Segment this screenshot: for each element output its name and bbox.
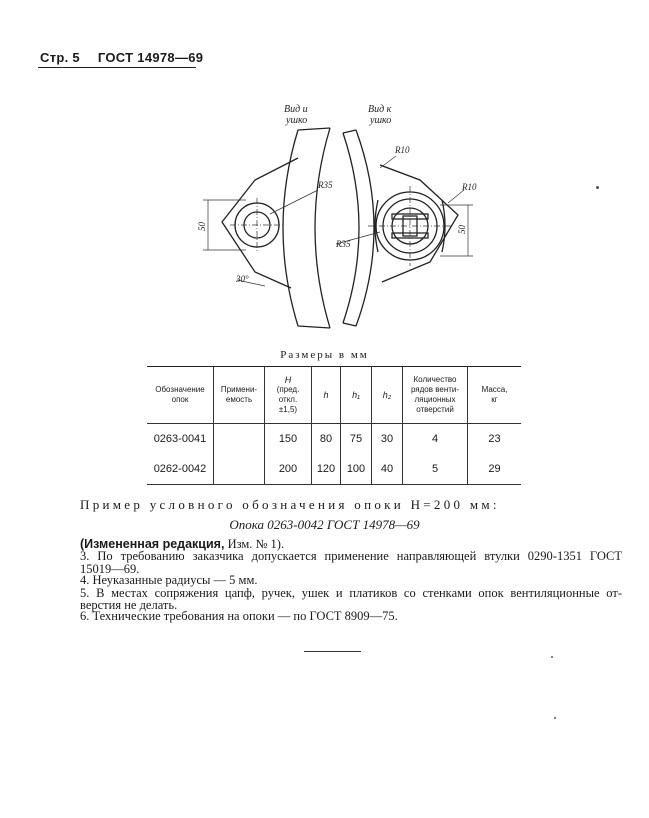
edition-note-rest: Изм. № 1). [224, 537, 285, 551]
radius-label-r35-top: R35 [318, 180, 333, 190]
cell-h: 80 [312, 424, 341, 455]
radius-label-r10-right: R10 [462, 182, 477, 192]
cell-h1: 100 [341, 454, 372, 485]
note-5-line-2: верстия не делать. [80, 598, 178, 612]
table-row [147, 424, 521, 455]
left-view-label: Вид и [284, 104, 308, 115]
header-H: H (пред. откл. ±1,5) [265, 367, 312, 424]
radius-label-r35-bottom: R35 [336, 239, 351, 249]
note-6: 6. Технические требования на опоки — по ГОСТ 8909—75. [80, 609, 398, 623]
scan-speck [551, 656, 553, 658]
table-header-row [147, 367, 521, 424]
closing-rule [304, 651, 361, 652]
dimension-label-left: 50 [197, 222, 207, 231]
note-3-line-1: 3. По требованию заказчика допускается применение направляющей втулки 0290-1351 ГОСТ [80, 549, 622, 563]
specs-table [147, 366, 521, 485]
scan-speck [596, 186, 599, 189]
right-view-sublabel: ушко [370, 115, 392, 126]
header-h1: h₁ [341, 367, 372, 424]
cell-vent-rows: 4 [403, 424, 468, 455]
header-vent-rows: Количество рядов венти- ляционных отверстий [403, 367, 468, 424]
angle-label: 30° [236, 274, 249, 284]
example-heading: Пример условного обозначения опоки H=200 мм: [80, 497, 500, 512]
right-wall-outer [343, 133, 359, 323]
cell-applicability [214, 454, 265, 485]
cell-designation: 0262-0042 [147, 454, 214, 485]
cell-h1: 75 [341, 424, 372, 455]
example-designation: Опока 0263-0042 ГОСТ 14978—69 [229, 517, 420, 532]
page-number: Стр. 5 [40, 50, 80, 65]
cell-H: 150 [265, 424, 312, 455]
header-mass: Масса, кг [468, 367, 522, 424]
cell-h2: 40 [372, 454, 403, 485]
cell-mass: 23 [468, 424, 522, 455]
dimensions-caption: Размеры в мм [280, 349, 369, 361]
cell-applicability [214, 424, 265, 455]
header-h: h [312, 367, 341, 424]
technical-drawing [0, 0, 649, 340]
cell-mass: 29 [468, 454, 522, 485]
cell-designation: 0263-0041 [147, 424, 214, 455]
left-wall-inner [315, 128, 330, 328]
cell-vent-rows: 5 [403, 454, 468, 485]
edition-note-bold: (Измененная редакция, [80, 537, 225, 551]
standard-code: ГОСТ 14978—69 [97, 50, 204, 65]
cell-h: 120 [312, 454, 341, 485]
table-row [147, 454, 521, 485]
left-view-sublabel: ушко [286, 115, 308, 126]
header-designation: Обозначение опок [147, 367, 214, 424]
dimension-label-right: 50 [457, 225, 467, 234]
note-5-line-1: 5. В местах сопряжения цапф, ручек, ушек и платиков со стенками опок вентиляционные от- [80, 586, 622, 600]
scan-speck [554, 717, 556, 719]
note-4: 4. Неуказанные радиусы — 5 мм. [80, 573, 258, 587]
cell-H: 200 [265, 454, 312, 485]
header-h2: h₂ [372, 367, 403, 424]
right-view-label: Вид к [368, 104, 392, 115]
radius-label-r10-top: R10 [395, 145, 410, 155]
note-3-line-2: 15019—69. [80, 562, 140, 576]
header-applicability: Примени- емость [214, 367, 265, 424]
cell-h2: 30 [372, 424, 403, 455]
